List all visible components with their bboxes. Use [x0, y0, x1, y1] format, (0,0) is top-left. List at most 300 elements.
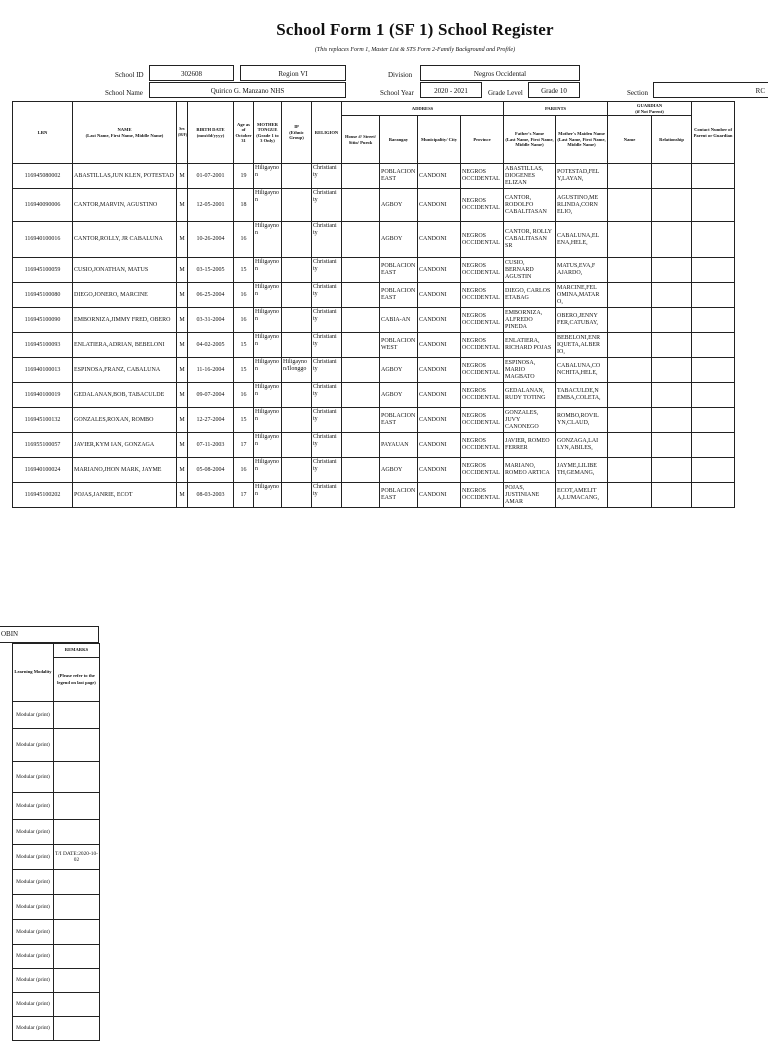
student-name: JAVIER,KYM IAN, GONZAGA [73, 433, 177, 458]
student-contact [692, 222, 735, 258]
remarks-row [13, 993, 100, 1017]
student-sex: M [177, 383, 188, 408]
student-age: 16 [234, 283, 254, 308]
student-mother: ECOT,AMELIT A,LUMACANG, [556, 483, 608, 508]
table-row [13, 358, 735, 383]
learning-modality: Modular (print) [13, 820, 54, 845]
student-city: CANDONI [418, 308, 461, 333]
student-sex: M [177, 258, 188, 283]
table-row [13, 283, 735, 308]
learning-modality: Modular (print) [13, 920, 54, 945]
student-house [342, 358, 380, 383]
student-sex: M [177, 483, 188, 508]
student-mother-tongue: Hiligayno n [254, 433, 282, 458]
student-religion: Christiani ty [312, 164, 342, 189]
student-mother-tongue: Hiligayno n [254, 164, 282, 189]
student-relationship [652, 433, 692, 458]
remark-text [54, 895, 100, 920]
student-guardian-name [608, 164, 652, 189]
col-guardian-name: Name [608, 116, 652, 164]
student-religion: Christiani ty [312, 189, 342, 222]
col-municipality: Municipality/ City [418, 116, 461, 164]
student-father: CUSIO, BERNARD AGUSTIN [504, 258, 556, 283]
remark-text [54, 793, 100, 820]
remarks-row [13, 820, 100, 845]
student-birth-date: 11-16-2004 [188, 358, 234, 383]
student-name: ABASTILLAS,JUN KLEN, POTESTAD [73, 164, 177, 189]
student-province: NEGROS OCCIDENTAL [461, 222, 504, 258]
student-religion: Christiani ty [312, 308, 342, 333]
student-city: CANDONI [418, 458, 461, 483]
student-ip [282, 222, 312, 258]
col-birth-date: BIRTH DATE (mm/dd/yyyy) [188, 102, 234, 164]
remarks-row [13, 793, 100, 820]
col-lrn: LRN [13, 102, 73, 164]
student-mother: POTESTAD,FEL Y,LAYAN, [556, 164, 608, 189]
student-birth-date: 07-11-2003 [188, 433, 234, 458]
grade-level-field: Grade 10 [528, 82, 580, 98]
student-sex: M [177, 189, 188, 222]
student-age: 15 [234, 258, 254, 283]
student-barangay: POBLACION WEST [380, 333, 418, 358]
student-mother-tongue: Hiligayno n [254, 189, 282, 222]
student-religion: Christiani ty [312, 283, 342, 308]
student-birth-date: 10-26-2004 [188, 222, 234, 258]
student-guardian-name [608, 333, 652, 358]
student-barangay: POBLACION EAST [380, 283, 418, 308]
register-table [12, 101, 735, 508]
student-house [342, 283, 380, 308]
student-sex: M [177, 164, 188, 189]
student-sex: M [177, 458, 188, 483]
col-ip: IP (Ethnic Group) [282, 102, 312, 164]
school-id-field: 302608 [149, 65, 234, 81]
student-age: 15 [234, 333, 254, 358]
student-province: NEGROS OCCIDENTAL [461, 383, 504, 408]
remarks-table [12, 643, 100, 1041]
student-lrn: 116945100093 [13, 333, 73, 358]
student-father: ENLATIERA, RICHARD POJAS [504, 333, 556, 358]
student-father: GEDALANAN, RUDY TOTING [504, 383, 556, 408]
student-birth-date: 08-03-2003 [188, 483, 234, 508]
form-subtitle: (This replaces Form 1, Master List & STS Form 2-Family Background and Profile) [314, 47, 516, 53]
student-sex: M [177, 308, 188, 333]
student-mother-tongue: Hiligayno n [254, 383, 282, 408]
col-father: Father's Name (Last Name, First Name, Middle Name) [504, 116, 556, 164]
student-ip [282, 333, 312, 358]
col-province: Province [461, 116, 504, 164]
student-lrn: 116945100202 [13, 483, 73, 508]
remark-text [54, 969, 100, 993]
student-mother: MARCINE,FEL OMINA,MATAR O, [556, 283, 608, 308]
student-name: GEDALANAN,BOB, TABACULDE [73, 383, 177, 408]
learning-modality: Modular (print) [13, 993, 54, 1017]
student-name: POJAS,JANRIE, ECOT [73, 483, 177, 508]
col-remarks: REMARKS [54, 644, 100, 658]
student-contact [692, 458, 735, 483]
student-house [342, 458, 380, 483]
student-guardian-name [608, 358, 652, 383]
student-lrn: 116945100090 [13, 308, 73, 333]
col-sex: Sex (M/F) [177, 102, 188, 164]
student-mother: MATUS,EVA,F AJARDO, [556, 258, 608, 283]
student-father: EMBORNIZA, ALFREDO PINEDA [504, 308, 556, 333]
student-province: NEGROS OCCIDENTAL [461, 458, 504, 483]
col-guardian: GUARDIAN (if Not Parent) [608, 102, 692, 116]
student-barangay: POBLACION EAST [380, 164, 418, 189]
student-ip [282, 258, 312, 283]
learning-modality: Modular (print) [13, 845, 54, 870]
student-sex: M [177, 283, 188, 308]
student-relationship [652, 458, 692, 483]
student-relationship [652, 408, 692, 433]
division-field: Negros Occidental [420, 65, 580, 81]
remark-text [54, 993, 100, 1017]
student-city: CANDONI [418, 258, 461, 283]
student-religion: Christiani ty [312, 433, 342, 458]
student-city: CANDONI [418, 222, 461, 258]
student-province: NEGROS OCCIDENTAL [461, 308, 504, 333]
table-row [13, 189, 735, 222]
student-father: ABASTILLAS, DIOGENES ELIZAN [504, 164, 556, 189]
student-ip [282, 483, 312, 508]
student-city: CANDONI [418, 189, 461, 222]
section-field: RC [653, 82, 768, 98]
student-barangay: CABIA-AN [380, 308, 418, 333]
student-mother-tongue: Hiligayno n [254, 408, 282, 433]
student-ip [282, 308, 312, 333]
student-house [342, 164, 380, 189]
section-label: Section [627, 89, 648, 97]
remark-text [54, 1017, 100, 1041]
student-age: 16 [234, 222, 254, 258]
student-sex: M [177, 222, 188, 258]
remarks-row [13, 870, 100, 895]
student-birth-date: 12-27-2004 [188, 408, 234, 433]
student-barangay: POBLACION EAST [380, 408, 418, 433]
col-mother-tongue: MOTHER TONGUE (Grade 1 to 3 Only) [254, 102, 282, 164]
student-province: NEGROS OCCIDENTAL [461, 189, 504, 222]
remark-text [54, 945, 100, 969]
col-address: ADDRESS [342, 102, 504, 116]
student-age: 17 [234, 483, 254, 508]
student-barangay: AGBOY [380, 383, 418, 408]
student-city: CANDONI [418, 483, 461, 508]
student-birth-date: 04-02-2005 [188, 333, 234, 358]
school-name-label: School Name [105, 89, 143, 97]
student-father: MARIANO, ROMEO ARTICA [504, 458, 556, 483]
remarks-row [13, 729, 100, 762]
student-relationship [652, 189, 692, 222]
remark-text [54, 702, 100, 729]
region-field: Region VI [240, 65, 346, 81]
form-title: School Form 1 (SF 1) School Register [276, 20, 554, 39]
student-father: DIEGO, CARLOS ETABAG [504, 283, 556, 308]
student-father: POJAS, JUSTINIANE AMAR [504, 483, 556, 508]
student-mother-tongue: Hiligayno n [254, 458, 282, 483]
student-province: NEGROS OCCIDENTAL [461, 358, 504, 383]
student-ip [282, 433, 312, 458]
student-father: ESPINOSA, MARIO MAGBATO [504, 358, 556, 383]
student-barangay: POBLACION EAST [380, 258, 418, 283]
remarks-row [13, 895, 100, 920]
student-house [342, 222, 380, 258]
student-name: ENLATIERA,ADRIAN, BEBELONI [73, 333, 177, 358]
student-father: CANTOR, RODOLFO CABALITASAN [504, 189, 556, 222]
student-ip [282, 458, 312, 483]
student-mother-tongue: Hiligayno n [254, 333, 282, 358]
student-mother: CABALUNA,EL ENA,HELE, [556, 222, 608, 258]
student-city: CANDONI [418, 164, 461, 189]
remarks-row [13, 945, 100, 969]
student-mother: BEBELONI,ENR IQUETA,ALBER IO, [556, 333, 608, 358]
learning-modality: Modular (print) [13, 895, 54, 920]
student-province: NEGROS OCCIDENTAL [461, 483, 504, 508]
student-sex: M [177, 408, 188, 433]
student-contact [692, 383, 735, 408]
student-contact [692, 483, 735, 508]
student-ip [282, 189, 312, 222]
student-contact [692, 258, 735, 283]
remark-text [54, 870, 100, 895]
student-mother-tongue: Hiligayno n [254, 483, 282, 508]
student-lrn: 116940100024 [13, 458, 73, 483]
student-name: CUSIO,JONATHAN, MATUS [73, 258, 177, 283]
student-religion: Christiani ty [312, 408, 342, 433]
student-relationship [652, 308, 692, 333]
student-mother-tongue: Hiligayno n [254, 308, 282, 333]
remark-text [54, 729, 100, 762]
student-province: NEGROS OCCIDENTAL [461, 164, 504, 189]
grade-level-label: Grade Level [488, 89, 523, 97]
student-province: NEGROS OCCIDENTAL [461, 408, 504, 433]
student-city: CANDONI [418, 433, 461, 458]
student-contact [692, 189, 735, 222]
student-name: EMBORNIZA,JIMMY FRED, OBERO [73, 308, 177, 333]
division-label: Division [388, 71, 413, 79]
student-barangay: AGBOY [380, 358, 418, 383]
student-age: 16 [234, 383, 254, 408]
col-contact: Contact Number of Parent or Guardian [692, 102, 735, 164]
student-relationship [652, 222, 692, 258]
student-contact [692, 283, 735, 308]
student-name: CANTOR,MARVIN, AGUSTINO [73, 189, 177, 222]
school-name-field: Quirico G. Manzano NHS [149, 82, 346, 98]
student-guardian-name [608, 258, 652, 283]
student-mother: CABALUNA,CO NCHITA,HELE, [556, 358, 608, 383]
student-mother: ROMBO,ROVIL YN,CLAUD, [556, 408, 608, 433]
col-learning-modality: Learning Modality [13, 644, 54, 702]
student-house [342, 308, 380, 333]
student-age: 19 [234, 164, 254, 189]
school-year-field: 2020 - 2021 [420, 82, 482, 98]
remarks-row [13, 1017, 100, 1041]
table-row [13, 258, 735, 283]
student-house [342, 433, 380, 458]
remarks-row [13, 845, 100, 870]
student-barangay: POBLACION EAST [380, 483, 418, 508]
student-barangay: PAYAUAN [380, 433, 418, 458]
student-relationship [652, 333, 692, 358]
student-lrn: 116945100080 [13, 283, 73, 308]
learning-modality: Modular (print) [13, 729, 54, 762]
student-province: NEGROS OCCIDENTAL [461, 258, 504, 283]
student-age: 16 [234, 458, 254, 483]
student-birth-date: 03-15-2005 [188, 258, 234, 283]
student-house [342, 483, 380, 508]
remark-text [54, 920, 100, 945]
table-row [13, 483, 735, 508]
student-lrn: 116940090006 [13, 189, 73, 222]
student-name: CANTOR,ROLLY, JR CABALUNA [73, 222, 177, 258]
student-ip [282, 164, 312, 189]
student-name: MARIANO,JHON MARK, JAYME [73, 458, 177, 483]
student-lrn: 116940100019 [13, 383, 73, 408]
student-lrn: 116945080002 [13, 164, 73, 189]
table-row [13, 433, 735, 458]
student-birth-date: 09-07-2004 [188, 383, 234, 408]
student-mother: GONZAGA,LAI LYN,ABILES, [556, 433, 608, 458]
table-row [13, 408, 735, 433]
student-relationship [652, 258, 692, 283]
student-mother: JAYME,LILIBE TH,GEMANG, [556, 458, 608, 483]
col-name: NAME (Last Name, First Name, Middle Name) [73, 102, 177, 164]
col-mother: Mother's Maiden Name (Last Name, First Name, Middle Name) [556, 116, 608, 164]
student-barangay: AGBOY [380, 458, 418, 483]
student-father: GONZALES, JUVY CANONEGO [504, 408, 556, 433]
student-religion: Christiani ty [312, 383, 342, 408]
student-mother-tongue: Hiligayno n [254, 283, 282, 308]
remarks-row [13, 702, 100, 729]
table-row [13, 222, 735, 258]
student-city: CANDONI [418, 408, 461, 433]
student-sex: M [177, 433, 188, 458]
col-religion: RELIGION [312, 102, 342, 164]
student-guardian-name [608, 483, 652, 508]
student-guardian-name [608, 308, 652, 333]
student-ip [282, 283, 312, 308]
student-house [342, 333, 380, 358]
student-house [342, 408, 380, 433]
student-sex: M [177, 358, 188, 383]
student-father: JAVIER, ROMEO FERRER [504, 433, 556, 458]
legend-note: (Please refer to the legend on last page) [54, 658, 100, 702]
student-ip [282, 408, 312, 433]
student-relationship [652, 483, 692, 508]
student-religion: Christiani ty [312, 483, 342, 508]
student-lrn: 116955100057 [13, 433, 73, 458]
student-birth-date: 12-05-2001 [188, 189, 234, 222]
student-religion: Christiani ty [312, 258, 342, 283]
student-city: CANDONI [418, 283, 461, 308]
col-relationship: Relationship [652, 116, 692, 164]
student-name: ESPINOSA,FRANZ, CABALUNA [73, 358, 177, 383]
student-mother-tongue: Hiligayno n [254, 258, 282, 283]
student-barangay: AGBOY [380, 189, 418, 222]
student-contact [692, 408, 735, 433]
student-mother: TABACULDE,N EMBA,COLETA, [556, 383, 608, 408]
student-province: NEGROS OCCIDENTAL [461, 333, 504, 358]
table-row [13, 383, 735, 408]
student-mother-tongue: Hiligayno n [254, 358, 282, 383]
student-name: GONZALES,ROXAN, ROMBO [73, 408, 177, 433]
student-province: NEGROS OCCIDENTAL [461, 433, 504, 458]
student-lrn: 116945100132 [13, 408, 73, 433]
student-birth-date: 06-25-2004 [188, 283, 234, 308]
student-barangay: AGBOY [380, 222, 418, 258]
student-ip [282, 383, 312, 408]
student-lrn: 116940100016 [13, 222, 73, 258]
learning-modality: Modular (print) [13, 945, 54, 969]
school-year-label: School Year [380, 89, 414, 97]
student-relationship [652, 283, 692, 308]
student-age: 16 [234, 308, 254, 333]
student-ip: Hiligayno n/Ilonggo [282, 358, 312, 383]
learning-modality: Modular (print) [13, 969, 54, 993]
student-guardian-name [608, 408, 652, 433]
student-contact [692, 433, 735, 458]
remark-text [54, 820, 100, 845]
student-birth-date: 05-08-2004 [188, 458, 234, 483]
student-guardian-name [608, 283, 652, 308]
student-religion: Christiani ty [312, 358, 342, 383]
student-contact [692, 358, 735, 383]
student-mother-tongue: Hiligayno n [254, 222, 282, 258]
student-birth-date: 03-31-2004 [188, 308, 234, 333]
student-age: 17 [234, 433, 254, 458]
student-house [342, 189, 380, 222]
student-city: CANDONI [418, 383, 461, 408]
table-row [13, 308, 735, 333]
table-row [13, 333, 735, 358]
student-religion: Christiani ty [312, 458, 342, 483]
col-house: House #/ Street/ Sitio/ Purok [342, 116, 380, 164]
learning-modality: Modular (print) [13, 762, 54, 793]
student-lrn: 116945100059 [13, 258, 73, 283]
student-house [342, 383, 380, 408]
student-city: CANDONI [418, 358, 461, 383]
student-city: CANDONI [418, 333, 461, 358]
col-barangay: Barangay [380, 116, 418, 164]
remark-text [54, 762, 100, 793]
remarks-row [13, 969, 100, 993]
student-name: DIEGO,JONERO, MARCINE [73, 283, 177, 308]
student-guardian-name [608, 189, 652, 222]
remark-text: T/I DATE:2020-10-02 [54, 845, 100, 870]
learning-modality: Modular (print) [13, 870, 54, 895]
student-guardian-name [608, 458, 652, 483]
student-guardian-name [608, 383, 652, 408]
student-age: 18 [234, 189, 254, 222]
table-row [13, 164, 735, 189]
student-sex: M [177, 333, 188, 358]
student-province: NEGROS OCCIDENTAL [461, 283, 504, 308]
student-contact [692, 164, 735, 189]
student-guardian-name [608, 433, 652, 458]
student-relationship [652, 358, 692, 383]
student-birth-date: 01-07-2001 [188, 164, 234, 189]
table-row [13, 458, 735, 483]
remarks-row [13, 920, 100, 945]
col-parents: PARENTS [504, 102, 608, 116]
student-guardian-name [608, 222, 652, 258]
section-name-fragment: OBIN [0, 626, 99, 643]
student-mother: AGUSTINO,ME RLINDA,CORN ELIO, [556, 189, 608, 222]
learning-modality: Modular (print) [13, 793, 54, 820]
student-contact [692, 333, 735, 358]
student-religion: Christiani ty [312, 222, 342, 258]
student-lrn: 116940100013 [13, 358, 73, 383]
